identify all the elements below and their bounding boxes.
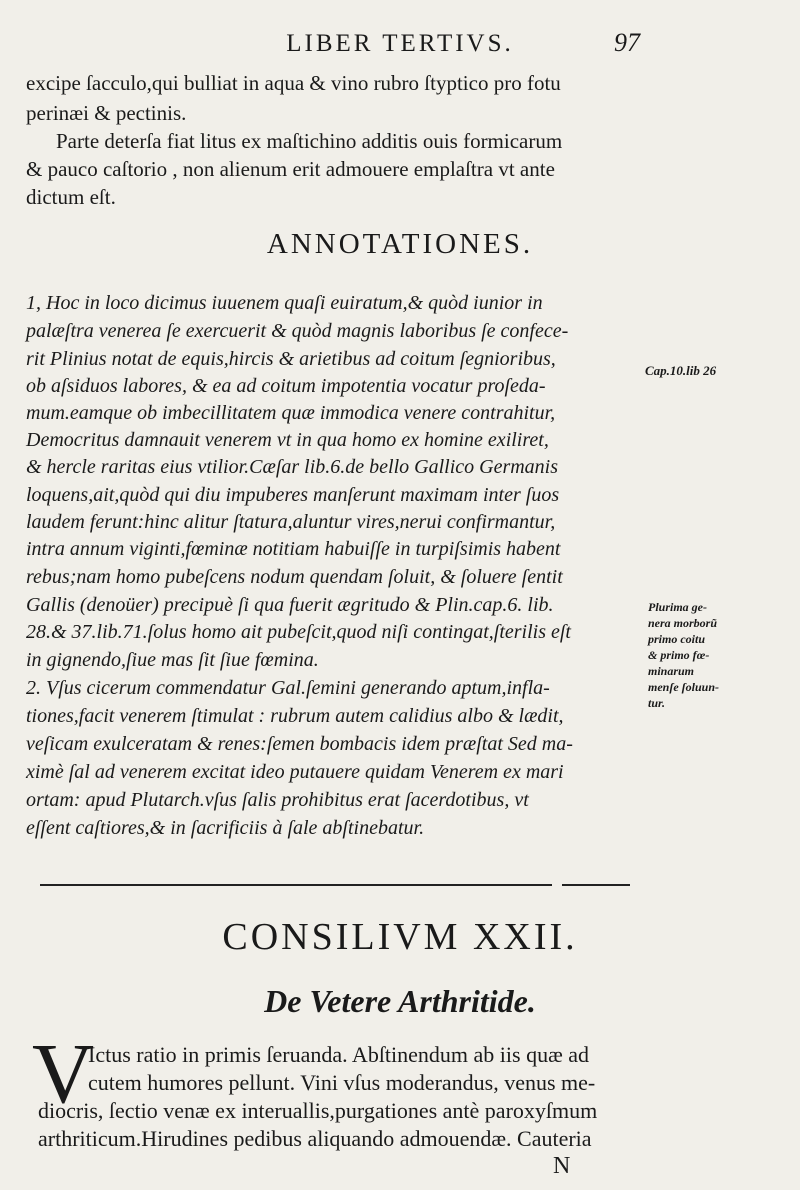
annotation-line: Gallis (denoüer) precipuè ſi qua fuerit ægritudo & Plin.cap.6. lib.	[26, 594, 554, 616]
body-line: Parte deterſa fiat litus ex maſtichino additis ouis formicarum	[56, 129, 563, 153]
margin-note-line: menſe ſoluun-	[648, 680, 720, 694]
annotation-line: 2. Vſus cicerum commendatur Gal.ſemini generando aptum,infla-	[26, 677, 550, 699]
margin-note-reference: Cap.10.lib 26	[645, 363, 717, 378]
annotation-line: veſicam exulceratam & renes:ſemen bombacis idem præſtat Sed ma-	[26, 733, 573, 755]
annotation-line: tiones,facit venerem ſtimulat : rubrum autem calidius albo & lædit,	[26, 705, 564, 727]
annotation-line: rebus;nam homo pubeſcens nodum quendam ſoluit, & ſoluere ſentit	[26, 566, 563, 588]
margin-note-line: & primo fœ-	[648, 648, 710, 662]
margin-note-line: Plurima ge-	[648, 600, 707, 614]
consilium-line: diocris, ſectio venæ ex interuallis,purgationes antè paroxyſmum	[38, 1098, 598, 1123]
annotation-line: mum.eamque ob imbecillitatem quæ immodica venere contrahitur,	[26, 402, 556, 424]
annotation-line: in gignendo,ſiue mas ſit ſiue fœmina.	[26, 649, 319, 671]
annotation-line: Democritus damnauit venerem vt in qua homo ex homine exiliret,	[26, 429, 549, 451]
annotation-line: 1, Hoc in loco dicimus iuuenem quaſi euiratum,& quòd iunior in	[26, 292, 543, 314]
margin-note-line: minarum	[648, 664, 695, 678]
annotation-line: laudem ferunt:hinc alitur ſtatura,aluntur vires,nerui confirmantur,	[26, 511, 556, 533]
body-line: excipe ſacculo,qui bulliat in aqua & vino rubro ſtyptico pro fotu	[26, 71, 561, 95]
consilium-title: CONSILIVM XXII.	[222, 916, 578, 958]
consilium-line: Ictus ratio in primis ſeruanda. Abſtinendum ab iis quæ ad	[88, 1042, 590, 1067]
annotation-line: & hercle raritas eius vtilior.Cæſar lib.6.de bello Gallico Germanis	[26, 456, 559, 478]
annotation-line: eſſent caſtiores,& in ſacrificiis à ſale abſtinebatur.	[26, 817, 425, 839]
annotation-line: 28.& 37.lib.71.ſolus homo ait pubeſcit,quod niſi contingat,ſterilis eſt	[26, 621, 571, 643]
annotations-heading: ANNOTATIONES.	[266, 228, 534, 260]
margin-note-line: nera morborũ	[648, 616, 718, 630]
body-line: dictum eſt.	[26, 185, 116, 209]
annotation-line: loquens,ait,quòd qui diu impuberes manſerunt maximam inter ſuos	[26, 484, 560, 506]
annotation-line: rit Plinius notat de equis,hircis & arietibus ad coitum ſegnioribus,	[26, 348, 556, 370]
body-line: & pauco caſtorio , non alienum erit admouere emplaſtra vt ante	[26, 157, 555, 181]
section-rule	[40, 884, 552, 886]
consilium-line: arthriticum.Hirudines pedibus aliquando admouendæ. Cauteria	[38, 1126, 592, 1151]
margin-note-line: primo coitu	[648, 632, 706, 646]
running-head-title: LIBER TERTIVS.	[286, 30, 514, 57]
running-head	[0, 30, 800, 58]
consilium-subtitle: De Vetere Arthritide.	[264, 983, 536, 1019]
page-number: 97	[614, 28, 640, 57]
annotation-line: palæſtra venerea ſe exercuerit & quòd magnis laboribus ſe confece-	[26, 320, 569, 342]
section-rule	[562, 884, 630, 886]
margin-note-line: tur.	[648, 696, 666, 710]
annotation-line: ob aſsiduos labores, & ea ad coitum impotentia vocatur proſeda-	[26, 375, 546, 397]
body-line: perinæi & pectinis.	[26, 101, 187, 125]
drop-cap: V	[32, 1025, 95, 1121]
annotation-line: intra annum viginti,fœminæ notitiam habuiſſe in turpiſsimis habent	[26, 538, 561, 560]
annotation-line: ximè ſal ad venerem excitat ideo putauere quidam Venerem ex mari	[26, 761, 564, 783]
consilium-line: cutem humores pellunt. Vini vſus moderandus, venus me-	[88, 1070, 596, 1095]
annotation-line: ortam: apud Plutarch.vſus ſalis prohibitus erat ſacerdotibus, vt	[26, 789, 529, 811]
signature-mark: N	[553, 1153, 571, 1179]
